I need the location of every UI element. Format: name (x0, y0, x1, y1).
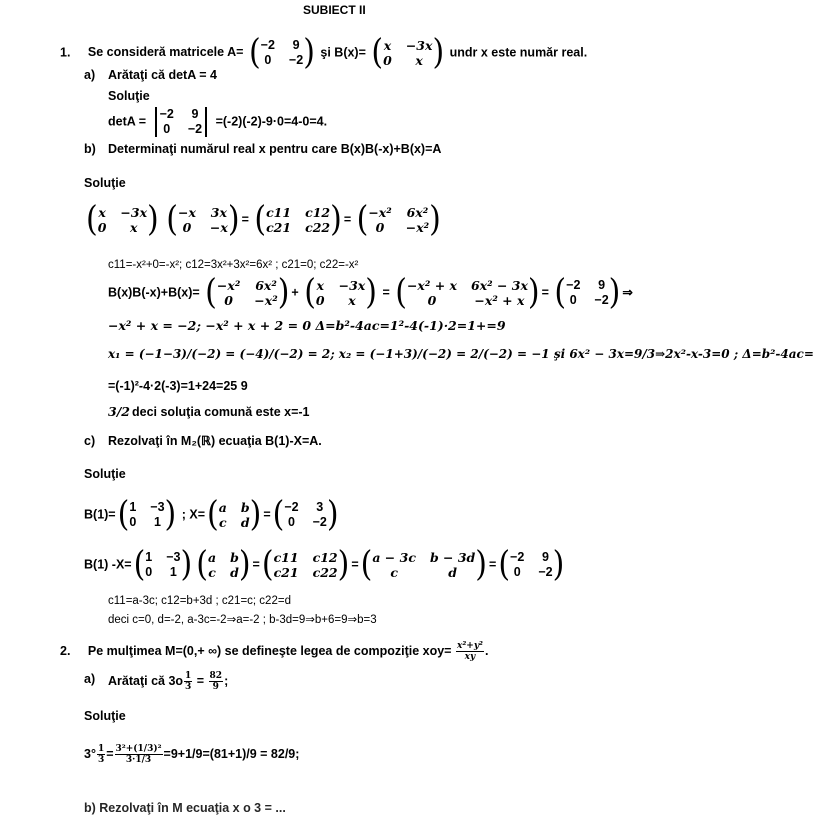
part-a-label: a) (84, 68, 96, 82)
p2-part-a-text: Arătaţi că 3o $\frac{1}{3}$ = $\frac{82}{9}$ ; (108, 671, 229, 692)
c-matrices-line: B(1)= ( 1 −3 0 1 ) ; X= ( a b c d ) = ( −2 3 0 −2 ) (84, 494, 339, 535)
part-a-text: Arătaţi că detA = 4 (108, 68, 217, 82)
part-c-label: c) (84, 434, 96, 448)
p2-next-part-cutoff: b) Rezolvaţi în M ecuaţia x o 3 = ... (84, 801, 286, 815)
part-c-solution-heading: Soluţie (84, 467, 126, 481)
p2-calc-line: 3° $\frac{1}{3}$ = $\frac{\text{3²+(1/3)²}}{3\cdot 1/3}$ =9+1/9=(81+1)/9 = 82/9; (84, 744, 300, 765)
part-b-solution-heading: Soluţie (84, 176, 126, 190)
common-solution: deci soluţia comună este x=-1 (132, 405, 310, 419)
part-c-text: Rezolvaţi în M₂(ℝ) ecuaţia B(1)-X=A. (108, 434, 322, 448)
p2-solution-heading: Soluţie (84, 709, 126, 723)
page-title: SUBIECT II (303, 3, 366, 17)
part-a-solution-heading: Soluţie (108, 89, 150, 103)
equation-line: B(x)B(-x)+B(x)= ( −x² 6x² 0 −x² ) + ( x −3x 0 x ) = ( −x² + x 6x² − 3x 0 −x² + x ) = ( −2 9 0 −2 ) ⇒ (108, 272, 633, 313)
matrix-Bx: ( x −3x 0 x ) (371, 32, 445, 73)
p2-part-a-label: a) (84, 672, 96, 686)
fraction-three-halves: 3/2 (108, 404, 130, 419)
c-part-deci: deci c=0, d=-2, a-3c=-2⇒a=-2 ; b-3d=9⇒b+6=9⇒b=3 (108, 614, 377, 626)
matrix-A: ( −2 9 0 −2 ) (248, 32, 315, 73)
part-b-label: b) (84, 142, 96, 156)
c-values-line: c11=-x²+0=-x²; c12=3x²+3x²=6x² ; c21=0; c22=-x² (108, 259, 359, 271)
problem-1-statement: 1. Se consideră matricele A= ( −2 9 0 −2 ) şi B(x)= ( x −3x 0 x ) undr x este număr real. (60, 32, 588, 73)
c-part-cvalues: c11=a-3c; c12=b+3d ; c21=c; c22=d (108, 595, 291, 607)
matrix-product-line: ( x −3x 0 x ) ( −x 3x 0 −x ) = ( c11 c12 c21 c22 ) = ( −x² 6x² 0 −x² ) (86, 199, 441, 240)
problem-1-number: 1. (60, 45, 71, 60)
problem-2-statement: 2. Pe mulţimea M=(0,+ ∞) se defineşte legea de compoziţie xoy= $\frac{\text{x²+y²}}{xy}$ . (60, 641, 489, 662)
solution-line-3: =(-1)²-4·2(-3)=1+24=25 9 (108, 379, 248, 393)
c-equation-line: B(1) -X= ( 1 −3 0 1 ) ( a b c d ) = ( c11 c12 c21 c22 ) = ( a − 3c b − 3d c d ) = ( −2 9 0 −2 ) (84, 544, 565, 585)
solution-line-1: −x² + x = −2; −x² + x + 2 = 0 Δ=b²-4ac=1²-4(-1)·2=1+=9 (108, 318, 506, 333)
det-line: detA = −2 9 0 −2 =(-2)(-2)-9·0=4-0=4. (108, 107, 328, 136)
part-b-text: Determinaţi numărul real x pentru care B(x)B(-x)+B(x)=A (108, 142, 442, 156)
solution-line-2: x₁ = (−1−3)/(−2) = (−4)/(−2) = 2; x₂ = (−1+3)/(−2) = 2/(−2) = −1 şi 6x² − 3x=9/3⇒2x²-x-3=0 ; Δ=b²-4ac= (108, 347, 814, 361)
